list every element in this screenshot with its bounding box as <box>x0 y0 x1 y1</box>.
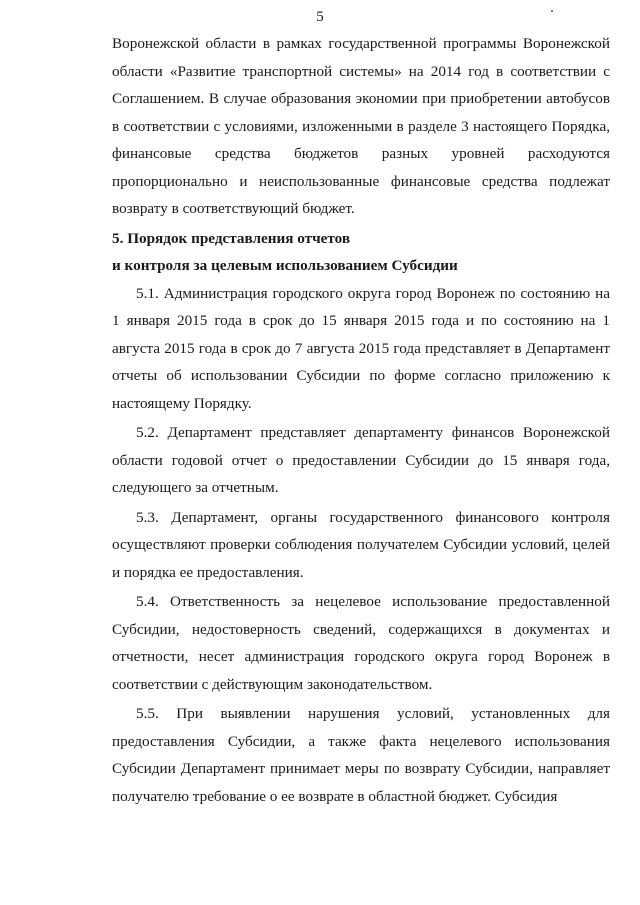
paragraph-5-1: 5.1. Администрация городского округа город Воронеж по состоянию на 1 января 2015 года в срок до 15 января 2015 года и по состоянию на 1 августа 2015 года в срок до 7 августа 2015 года представляет в Департамент отчеты об использовании Субсидии по форме согласно приложению к настоящему Порядку. <box>112 284 610 412</box>
section-title-line-2: и контроля за целевым использованием Субсидии <box>112 257 458 274</box>
section-title-line-1: 5. Порядок представления отчетов <box>112 229 351 247</box>
page-number: 5 <box>316 9 324 25</box>
paragraph-5-5: 5.5. При выявлении нарушения условий, установленных для предоставления Субсидии, а также факта нецелевого использования Субсидии Департамент принимает меры по возврату Субсидии, направляет получателю требование о ее возврате в областной бюджет. Субсидия <box>112 705 610 805</box>
paragraph-5-3: 5.3. Департамент, органы государственного финансового контроля осуществляют проверки соблюдения получателем Субсидии условий, целей и порядка ее предоставления. <box>112 508 610 581</box>
continuation-paragraph: Воронежской области в рамках государственной программы Воронежской области «Развитие транспортной системы» на 2014 год в соответствии с Соглашением. В случае образования экономии при приобретении автобусов в соответствии с условиями, изложенными в разделе 3 настоящего Порядка, финансовые средства бюджетов разных уровней расходуются пропорционально и неиспользованные финансовые средства подлежат возврату в соответствующий бюджет. <box>112 35 610 217</box>
document-body <box>112 30 610 810</box>
paragraph-5-4: 5.4. Ответственность за нецелевое использование предоставленной Субсидии, недостоверность сведений, содержащихся в документах и отчетности, несет администрация городского округа город Воронеж в соответствии с действующим законодательством. <box>112 593 610 693</box>
paragraph-5-2: 5.2. Департамент представляет департаменту финансов Воронежской области годовой отчет о предоставлении Субсидии до 15 января года, следующего за отчетным. <box>112 424 610 496</box>
scan-speck <box>551 10 553 12</box>
